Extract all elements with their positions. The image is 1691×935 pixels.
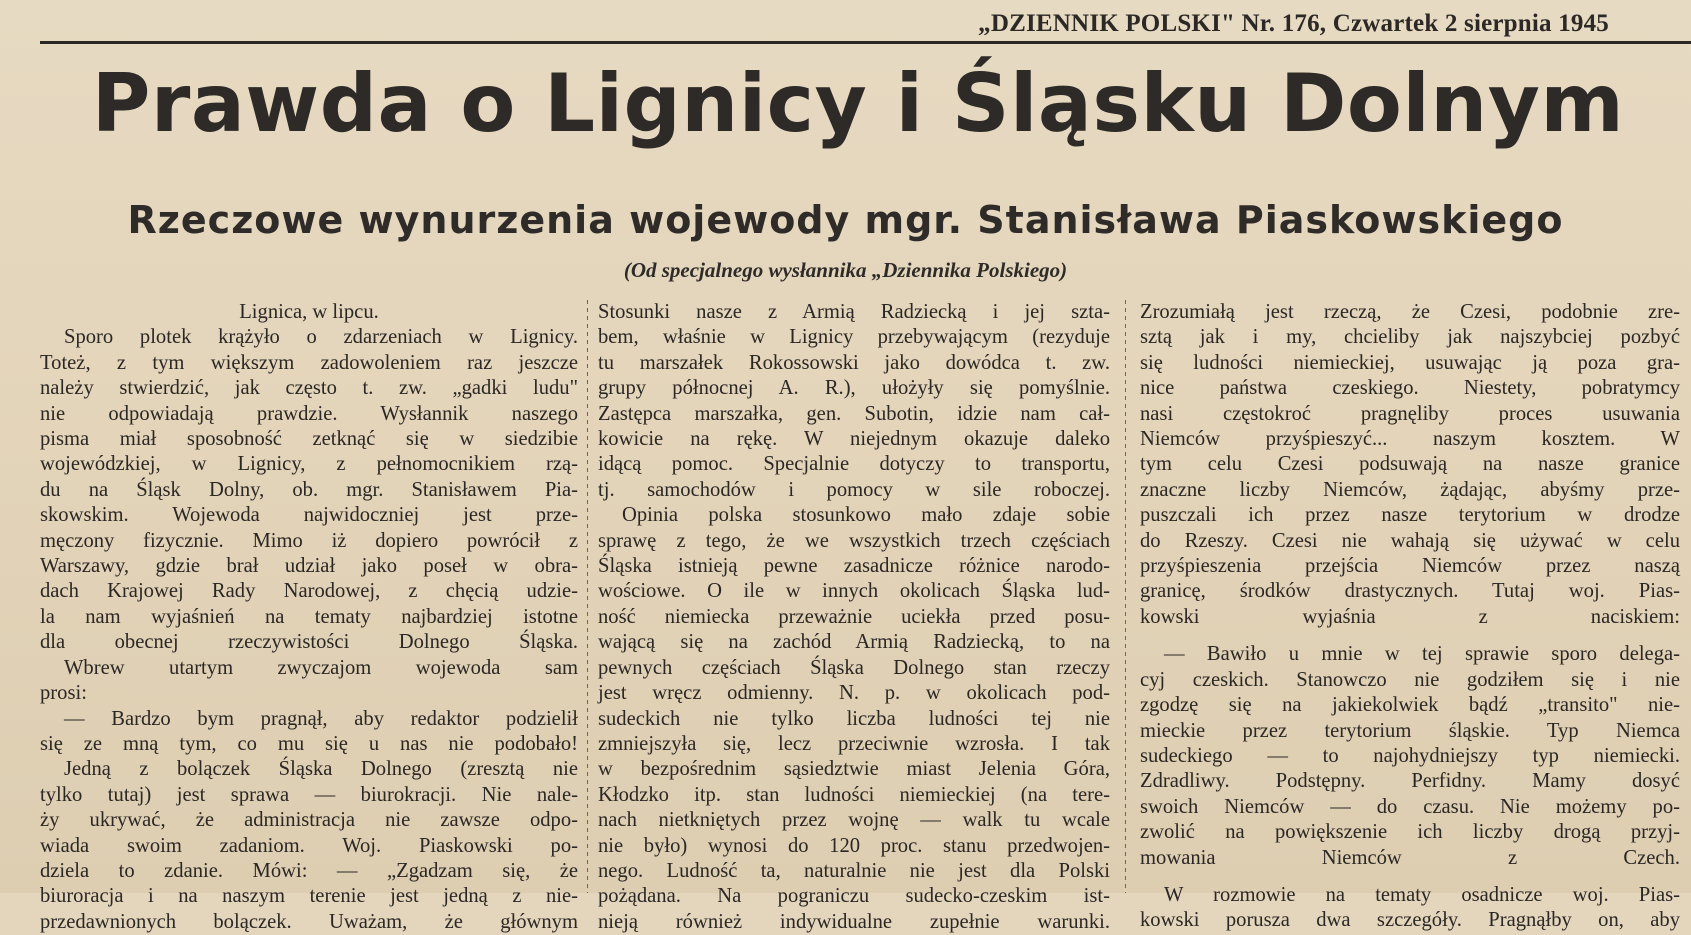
masthead-rule (40, 41, 1691, 44)
article-line: Sporo plotek krążyło o zdarzeniach w Lignicy. (64, 326, 578, 349)
article-line: — Bawiło u mnie w tej sprawie sporo delega- (1164, 643, 1680, 666)
article-line: należy stwierdzić, jak często t. zw. „gadki ludu" (40, 377, 578, 400)
article-line: W rozmowie na tematy osadnicze woj. Pias- (1164, 883, 1680, 906)
article-line: idącą pomoc. Specjalnie dotyczy to transportu, (598, 453, 1110, 476)
article-line: Wbrew utartym zwyczajom wojewoda sam (64, 656, 578, 679)
article-line: jest wręcz odmienny. N. p. w okolicach pod- (598, 682, 1110, 705)
article-line: Kłodzko itp. stan ludności niemieckiej (na tere- (598, 783, 1110, 806)
byline: (Od specjalnego wysłannika „Dziennika Polskiego) (623, 258, 1068, 282)
article-line: tu marszałek Rokossowski jako dowódca t. zw. (598, 351, 1110, 374)
article-line: kowicie na rękę. W niejednym okazuje daleko (598, 428, 1110, 451)
article-line: się ludności niemieckiej, usuwając ją poza gra- (1140, 351, 1680, 374)
article-line: la nam wyjaśnień na tematy najbardziej istotne (40, 605, 578, 628)
article-line: puszczali ich przez nasze terytorium w drodze (1140, 504, 1680, 527)
article-line: nice państwa czeskiego. Niestety, pobratymcy (1140, 377, 1680, 400)
article-line: cyj czeskich. Stanowczo nie godziłem się i nie (1140, 668, 1680, 691)
article-line: wojewódzkiej, w Lignicy, z pełnomocnikiem rzą- (40, 453, 578, 476)
article-line: zwolić na powiększenie ich liczby drogą przyj- (1140, 821, 1680, 844)
article-line: ność niemiecka przeważnie uciekła przed posu- (598, 605, 1110, 628)
column-separator (1125, 300, 1126, 893)
article-line: Toteż, z tym większym zadowoleniem raz jeszcze (40, 351, 578, 374)
article-line: tj. samochodów i pomocy w sile roboczej. (598, 478, 1110, 501)
article-line: nego. Ludność ta, naturalnie nie jest dla Polski (598, 859, 1110, 882)
article-line: zgodzę się na jakiekolwiek bądź „transito" nie- (1140, 694, 1680, 717)
article-line: mieckie przez terytorium śląskie. Typ Niemca (1140, 719, 1680, 742)
article-line: du na Śląsk Dolny, ob. mgr. Stanisławem Pia- (40, 478, 578, 501)
article-line: biuroracja i na naszym terenie jest jedną z nie- (40, 885, 578, 908)
article-line: tylko tutaj) jest sprawa — biurokracji. Nie nale- (40, 783, 578, 806)
article-line: Śląska istnieją pewne zasadnicze różnice narodo- (598, 555, 1110, 578)
article-line: sudeckich nie tylko liczba ludności tej nie (598, 707, 1110, 730)
article-line: wiada swoim zadaniom. Woj. Piaskowski po- (40, 834, 578, 857)
article-line: Stosunki nasze z Armią Radziecką i jej szta- (598, 301, 1110, 323)
article-line: zmniejszyła się, lecz przeciwnie wzrosła. I tak (598, 732, 1110, 755)
column-separator (587, 300, 588, 893)
article-line: sprawę z tego, że we wszystkich trzech częściach (598, 529, 1110, 552)
article-line: wającą się na zachód Armią Radziecką, to na (598, 631, 1110, 654)
article-line: znaczne liczby Niemców, żądając, abyśmy prze- (1140, 478, 1680, 501)
article-line: Zrozumiałą jest rzeczą, że Czesi, podobnie zre- (1140, 301, 1680, 323)
article-line: kowski porusza dwa szczegóły. Pragnąłby on, aby (1140, 909, 1680, 932)
article-line: przedawnionych bolączek. Uważam, że głównym (40, 910, 578, 933)
article-line: Zdradliwy. Podstępny. Perfidny. Mamy dosyć (1140, 770, 1680, 793)
article-line: do Rzeszy. Czesi nie wahają się używać w celu (1140, 529, 1680, 552)
article-line: męczony fizycznie. Mimo iż dopiero powrócił z (40, 529, 578, 552)
article-line: nie było) wynosi do 120 proc. stanu przedwojen- (598, 834, 1110, 857)
article-line: kowski wyjaśnia z naciskiem: (1140, 605, 1680, 628)
article-column-1 (40, 300, 578, 935)
article-line: dziela to zdanie. Mówi: — „Zgadzam się, że (40, 859, 578, 882)
article-column-3 (1140, 300, 1680, 934)
article-line: się ze mną tym, co mu się u nas nie podobało! (40, 732, 578, 755)
article-line: bem, właśnie w Lignicy przebywającym (rezyduje (598, 326, 1110, 349)
subheadline: Rzeczowe wynurzenia wojewody mgr. Stanisława Piaskowskiego (127, 198, 1564, 242)
article-line: skowskim. Wojewoda najwidoczniej jest prze- (40, 504, 578, 527)
article-line: swoich Niemców — do czasu. Nie możemy po- (1140, 795, 1680, 818)
article-line: Niemców przyśpieszyć... naszym kosztem. W (1140, 428, 1680, 451)
article-line: pożądana. Na pograniczu sudecko-czeskim ist- (598, 885, 1110, 908)
article-line: w bezpośrednim sąsiedztwie miast Jelenia Góra, (598, 758, 1110, 781)
article-line: tym celu Czesi podsuwają na nasze granice (1140, 453, 1680, 476)
article-line: nieją również indywidualne zupełnie warunki. (598, 910, 1110, 933)
article-line: pisma miał sposobność zetknąć się w siedzibie (40, 428, 578, 451)
article-line: dla obecnej rzeczywistości Dolnego Śląska. (40, 631, 578, 654)
masthead: „DZIENNIK POLSKI" Nr. 176, Czwartek 2 sierpnia 1945 (978, 10, 1609, 37)
article-line: nasi częstokroć pragnęliby proces usuwania (1140, 402, 1680, 425)
article-line: nie odpowiadają prawdzie. Wysłannik naszego (40, 402, 578, 425)
article-column-2 (598, 300, 1110, 935)
article-line: Lignica, w lipcu. (239, 301, 379, 323)
article-line: wościowe. O ile w innych okolicach Śląska lud- (598, 580, 1110, 603)
article-line: mowania Niemców z Czech. (1140, 846, 1680, 869)
article-line: — Bardzo bym pragnął, aby redaktor podzielił (64, 707, 578, 730)
article-line: grupy północnej A. R.), ułożyły się pomyślnie. (598, 377, 1110, 400)
article-line: Zastępca marszałka, gen. Subotin, idzie nam cał- (598, 402, 1110, 425)
article-line: Opinia polska stosunkowo mało zdaje sobie (622, 504, 1110, 527)
article-line: Warszawy, gdzie brał udział jako poseł w obra- (40, 555, 578, 578)
article-line: sudeckiego — to najohydniejszy typ niemiecki. (1140, 744, 1680, 767)
article-line: pewnych częściach Śląska Dolnego stan rzeczy (598, 656, 1110, 679)
headline: Prawda o Lignicy i Śląsku Dolnym (91, 57, 1625, 150)
article-line: ży ukrywać, że administracja nie zawsze odpo- (40, 809, 578, 832)
article-line: przyśpieszenia przejścia Niemców przez naszą (1140, 555, 1680, 578)
article-line: nach nietkniętych przez wojnę — walk tu wcale (598, 809, 1110, 832)
article-line: granicę, środków drastycznych. Tutaj woj. Pias- (1140, 580, 1680, 603)
article-line: dach Krajowej Rady Narodowej, z chęcią udzie- (40, 580, 578, 603)
article-line: sztą jak i my, chcieliby jak najszybciej pozbyć (1140, 326, 1680, 349)
article-line: prosi: (40, 682, 87, 705)
article-line: Jedną z bolączek Śląska Dolnego (zresztą nie (64, 758, 578, 781)
